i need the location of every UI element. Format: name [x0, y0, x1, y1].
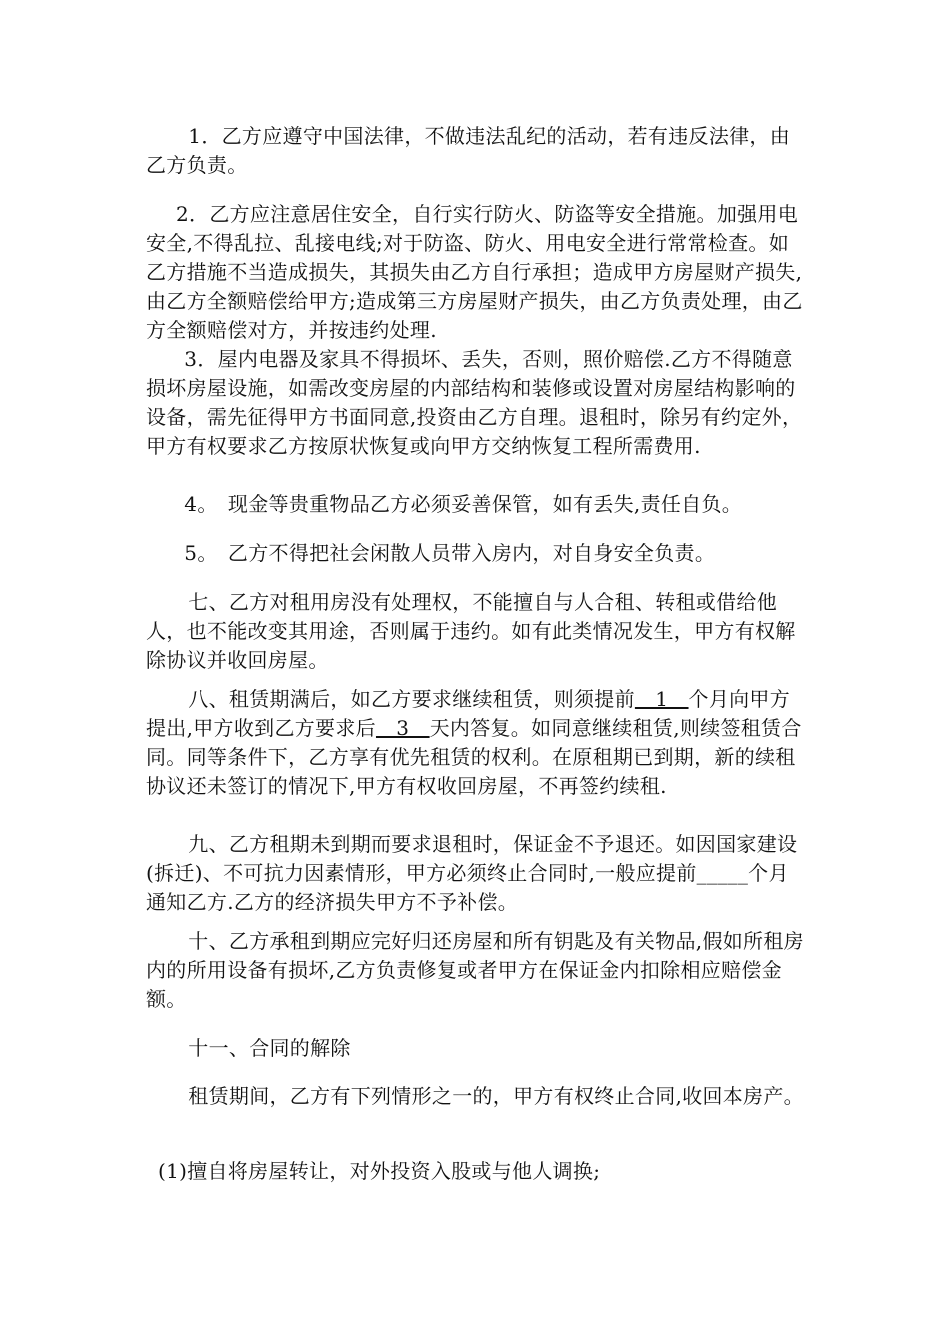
paragraph-8-text-c: 天内答复。如同意继续租赁,则续签租赁合同。同等条件下，乙方享有优先租赁的权利。在原租期已到期，新的续租协议还未签订的情况下,甲方有权收回房屋，不再签约续租. — [146, 716, 802, 798]
paragraph-2: 2．乙方应注意居住安全，自行实行防火、防盗等安全措施。加强用电安全,不得乱拉、乱接电线;对于防盗、防火、用电安全进行常常检查。如乙方措施不当造成损失，其损失由乙方自行承担；造成甲方房屋财产损失,由乙方全额赔偿给甲方;造成第三方房屋财产损失，由乙方负责处理，由乙方全额赔偿对方，并按违约处理. — [146, 202, 803, 342]
paragraph-9: 九、乙方租期未到期而要求退租时，保证金不予退还。如因国家建设(拆迁)、不可抗力因素情形，甲方必须终止合同时,一般应提前_____个月通知乙方.乙方的经济损失甲方不予补偿。 — [146, 832, 798, 914]
paragraph-5: 5。 乙方不得把社会闲散人员带入房内，对自身安全负责。 — [164, 541, 716, 565]
paragraph-7: 七、乙方对租用房没有处理权，不能擅自与人合租、转租或借给他人，也不能改变其用途，否则属于违约。如有此类情况发生，甲方有权解除协议并收回房屋。 — [146, 590, 796, 672]
paragraph-1: 1．乙方应遵守中国法律，不做违法乱纪的活动，若有违反法律，由乙方负责。 — [146, 124, 791, 177]
paragraph-3: 3．屋内电器及家具不得损坏、丢失，否则，照价赔偿.乙方不得随意损坏房屋设施，如需改变房屋的内部结构和装修或设置对房屋结构影响的设备，需先征得甲方书面同意,投资由乙方自理。退租时，除另有约定外，甲方有权要求乙方按原状恢复或向甲方交纳恢复工程所需费用. — [146, 347, 803, 458]
paragraph-8-text-a: 八、租赁期满后，如乙方要求继续租赁，则须提前 — [168, 687, 635, 711]
paragraph-clause-1: (1)擅自将房屋转让，对外投资入股或与他人调换; — [158, 1159, 601, 1183]
paragraph-8-text-b: 个月向甲方提出,甲方收到乙方要求后 — [146, 687, 791, 740]
reply-days-blank: 3 — [375, 716, 430, 740]
paragraph-10: 十、乙方承租到期应完好归还房屋和所有钥匙及有关物品,假如所租房内的所用设备有损坏,乙方负责修复或者甲方在保证金内扣除相应赔偿金额。 — [146, 929, 804, 1011]
paragraph-termination-intro: 租赁期间，乙方有下列情形之一的，甲方有权终止合同,收回本房产。 — [168, 1084, 804, 1108]
paragraph-4: 4。 现金等贵重物品乙方必须妥善保管，如有丢失,责任自负。 — [164, 492, 743, 516]
renewal-notice-months-blank: 1 — [634, 687, 689, 711]
paragraph-11-heading: 十一、合同的解除 — [168, 1036, 351, 1060]
paragraph-8 — [146, 685, 806, 801]
